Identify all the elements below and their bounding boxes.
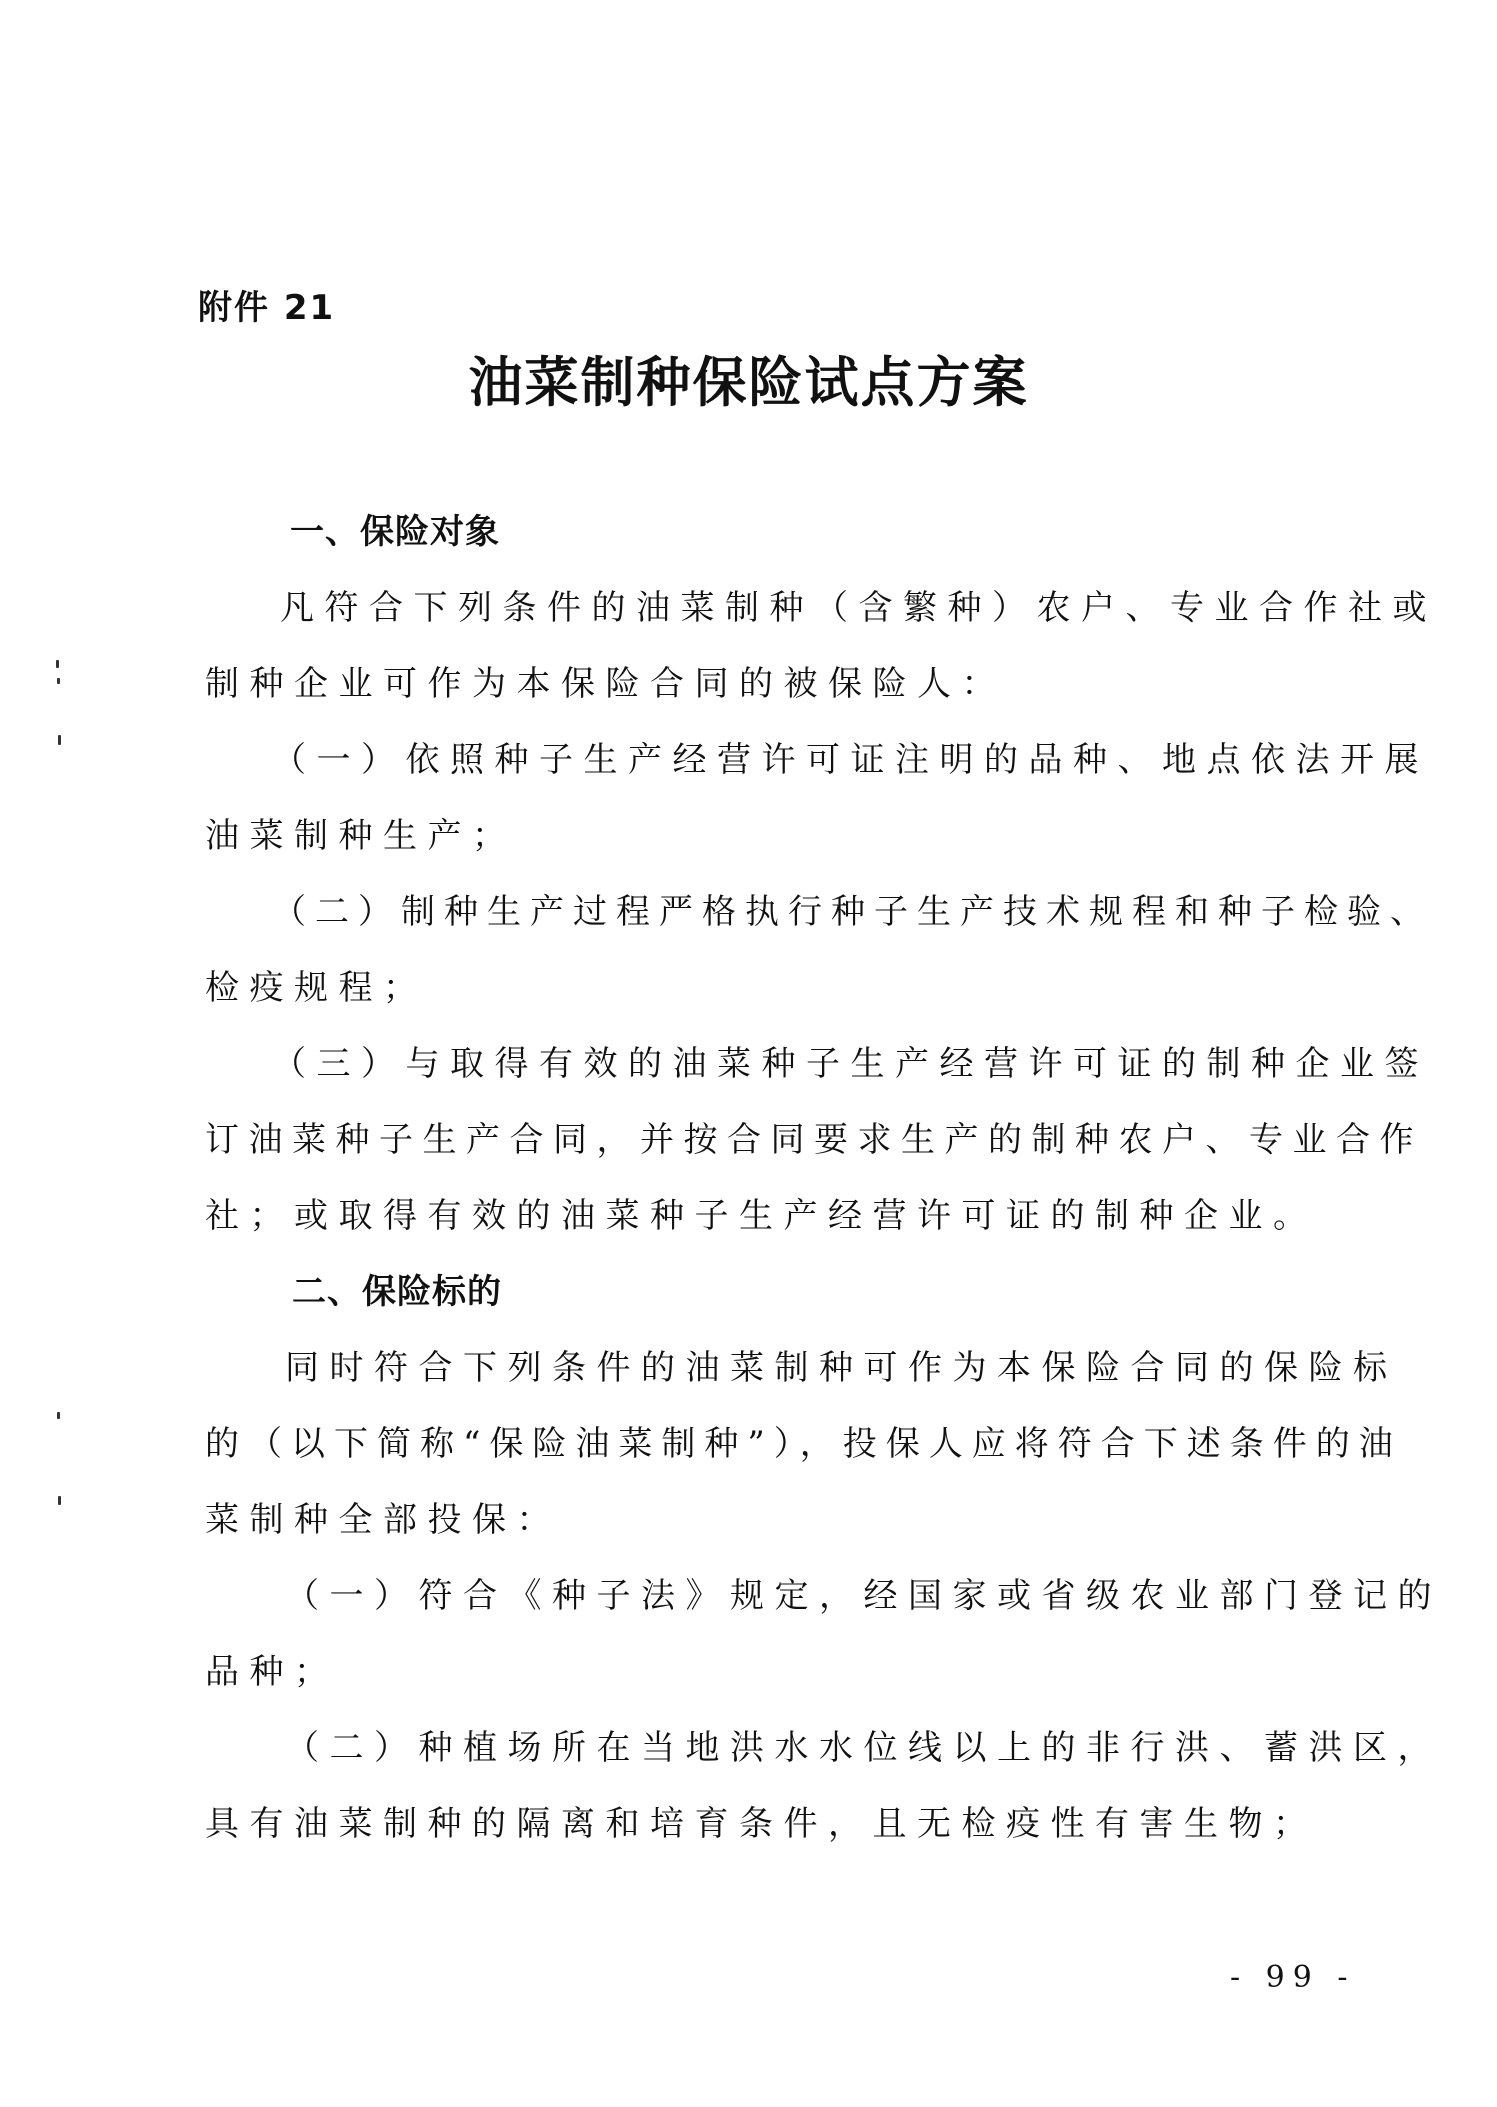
paragraph-line: 制种企业可作为本保险合同的被保险人： xyxy=(205,664,1006,704)
paragraph-line: （三）与取得有效的油菜种子生产经营许可证的制种企业签 xyxy=(272,1044,1429,1084)
paragraph-line: 订油菜种子生产合同，并按合同要求生产的制种农户、专业合作 xyxy=(205,1120,1423,1160)
paragraph-line: 社；或取得有效的油菜种子生产经营许可证的制种企业。 xyxy=(205,1196,1318,1236)
paragraph-line: 品种； xyxy=(205,1652,339,1692)
paragraph-line: （一）符合《种子法》规定，经国家或省级农业部门登记的 xyxy=(285,1576,1442,1616)
paragraph-line: 凡符合下列条件的油菜制种（含繁种）农户、专业合作社或 xyxy=(280,588,1437,628)
attachment-label: 附件 21 xyxy=(198,288,336,328)
scan-mark xyxy=(56,660,59,668)
section-heading: 一、保险对象 xyxy=(290,512,500,552)
paragraph-line: （二）制种生产过程严格执行种子生产技术规程和种子检验、 xyxy=(272,892,1433,932)
paragraph-line: 的（以下简称“保险油菜制种”），投保人应将符合下述条件的油 xyxy=(205,1424,1402,1464)
document-title: 油菜制种保险试点方案 xyxy=(468,350,1029,414)
paragraph-line: 油菜制种生产； xyxy=(205,816,517,856)
paragraph-line: 同时符合下列条件的油菜制种可作为本保险合同的保险标 xyxy=(285,1348,1398,1388)
section-heading: 二、保险标的 xyxy=(292,1272,502,1312)
scan-mark xyxy=(58,1496,61,1505)
scan-mark xyxy=(57,1412,60,1419)
paragraph-line: （二）种植场所在当地洪水水位线以上的非行洪、蓄洪区， xyxy=(285,1728,1442,1768)
paragraph-line: 菜制种全部投保： xyxy=(205,1500,561,1540)
scan-mark xyxy=(57,678,60,684)
page-number: - 99 - xyxy=(1230,1960,1356,1995)
paragraph-line: （一）依照种子生产经营许可证注明的品种、地点依法开展 xyxy=(272,740,1429,780)
paragraph-line: 具有油菜制种的隔离和培育条件，且无检疫性有害生物； xyxy=(205,1804,1318,1844)
paragraph-line: 检疫规程； xyxy=(205,968,428,1008)
scan-mark xyxy=(58,735,61,745)
